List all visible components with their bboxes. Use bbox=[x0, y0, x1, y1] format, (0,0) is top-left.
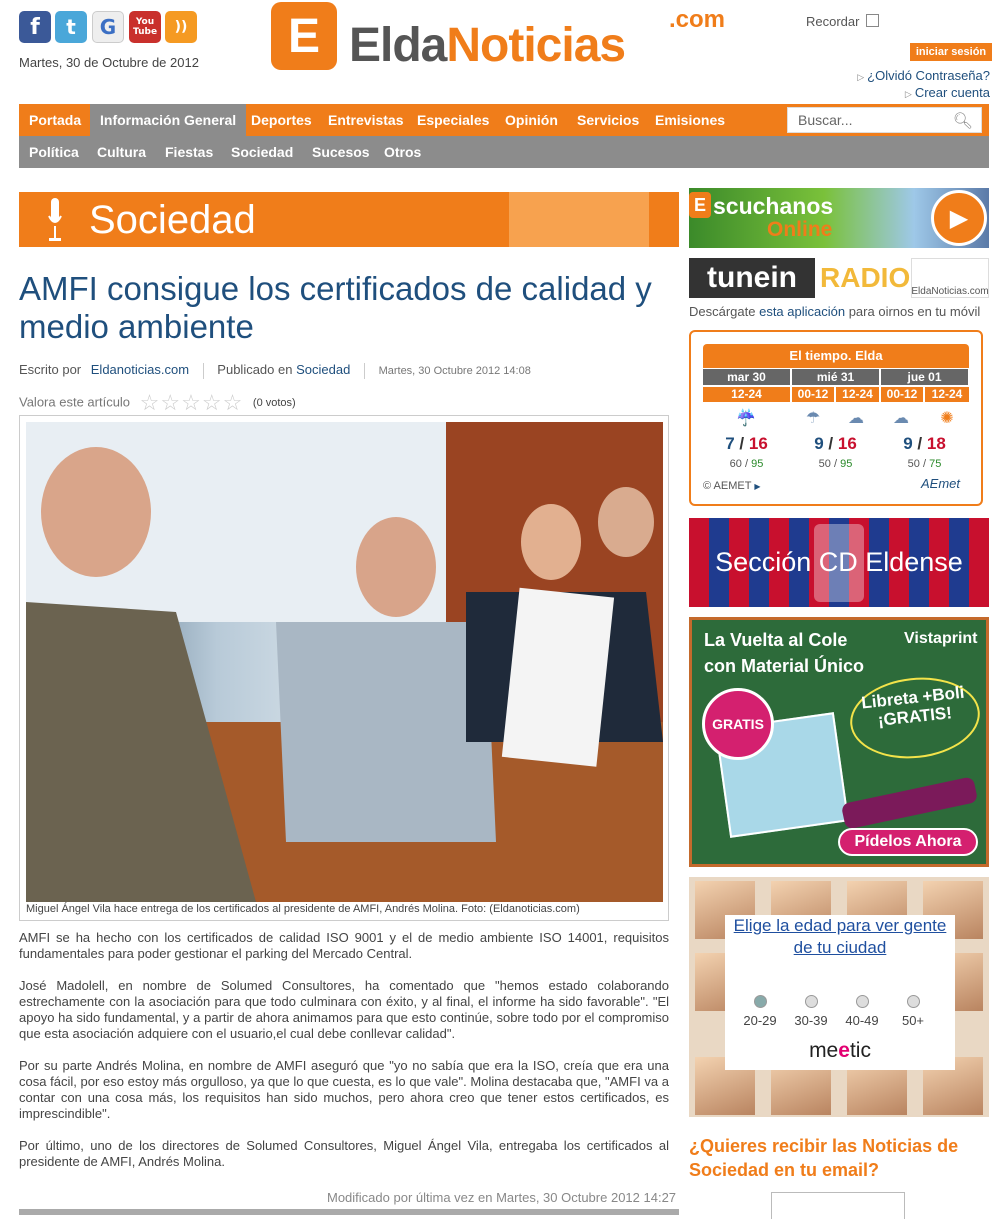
vistaprint-logo: Vistaprint bbox=[904, 630, 978, 647]
author-link[interactable]: Eldanoticias.com bbox=[90, 362, 190, 377]
header-date: Martes, 30 de Octubre de 2012 bbox=[19, 55, 199, 70]
meetic-ad[interactable] bbox=[689, 877, 989, 1117]
tunein-radio: RADIO bbox=[820, 262, 911, 293]
google-icon[interactable]: G bbox=[92, 11, 124, 43]
category-link[interactable]: Sociedad bbox=[296, 362, 351, 377]
youtube-icon[interactable]: You Tube bbox=[129, 11, 161, 43]
book-decoration bbox=[509, 192, 649, 247]
search-input[interactable]: Buscar... 🔍︎ bbox=[787, 107, 982, 133]
nav-entrevistas[interactable]: Entrevistas bbox=[328, 112, 404, 128]
weather-slot: 12-24 bbox=[836, 387, 879, 402]
weather-day: mié 31 bbox=[792, 369, 879, 385]
article-footer-bar bbox=[19, 1209, 679, 1215]
forgot-password-link[interactable]: ▷ ¿Olvidó Contraseña? bbox=[857, 68, 990, 83]
article-paragraph: AMFI se ha hecho con los certificados de calidad ISO 9001 y el de medio ambiente ISO 14001, requisitos fundamentales para poder gestionar el parking del Mercado Central. bbox=[19, 930, 669, 961]
logo-e-icon: E bbox=[689, 192, 711, 218]
photo-image bbox=[26, 422, 663, 902]
aemet-link[interactable]: © AEMET ▶ bbox=[703, 480, 761, 492]
nav-servicios[interactable]: Servicios bbox=[577, 112, 640, 128]
article-meta bbox=[19, 362, 531, 379]
weather-slot: 00-12 bbox=[881, 387, 923, 402]
weather-widget bbox=[689, 330, 983, 506]
gratis-badge: GRATIS bbox=[702, 688, 774, 760]
meetic-logo: meetic bbox=[809, 1039, 871, 1062]
weather-rain: 50 / 95 bbox=[818, 458, 853, 470]
subnav-sucesos[interactable]: Sucesos bbox=[312, 144, 370, 160]
nav-deportes[interactable]: Deportes bbox=[251, 112, 312, 128]
escuchanos-banner[interactable] bbox=[689, 188, 989, 248]
logo-text: EldaNoticias bbox=[349, 19, 626, 72]
newsletter-heading: ¿Quieres recibir las Noticias de Sociedad en tu email? bbox=[689, 1136, 959, 1180]
published-label: Publicado en bbox=[217, 362, 293, 377]
remember-checkbox[interactable] bbox=[866, 14, 879, 27]
eldanoticias-mini-logo: EldaNoticias.com bbox=[911, 258, 989, 298]
escuchanos-title: scuchanos bbox=[713, 193, 834, 219]
rating-stars[interactable]: ☆☆☆☆☆ bbox=[139, 390, 244, 415]
age-radio[interactable] bbox=[805, 995, 818, 1008]
nav-opinion[interactable]: Opinión bbox=[505, 112, 558, 128]
play-icon[interactable]: ▶ bbox=[931, 190, 987, 246]
meetic-form bbox=[725, 915, 955, 1070]
weather-day: mar 30 bbox=[703, 369, 790, 385]
eldense-banner[interactable] bbox=[689, 518, 989, 607]
site-logo[interactable] bbox=[271, 2, 741, 74]
create-account-link[interactable]: ▷ Crear cuenta bbox=[904, 85, 990, 100]
search-icon[interactable]: 🔍︎ bbox=[952, 113, 973, 130]
subnav-cultura[interactable]: Cultura bbox=[97, 144, 146, 160]
author-label: Escrito por bbox=[19, 362, 82, 377]
tunein-banner[interactable] bbox=[689, 258, 989, 298]
age-option: 50+ bbox=[901, 1013, 925, 1028]
logo-e-icon: E bbox=[271, 2, 337, 70]
age-radio[interactable] bbox=[754, 995, 767, 1008]
nav-portada[interactable]: Portada bbox=[29, 112, 82, 128]
age-option: 40-49 bbox=[845, 1013, 879, 1028]
aemet-logo: AEmet bbox=[921, 476, 961, 491]
weather-temp: 9 / 16 bbox=[814, 434, 857, 453]
order-now-button[interactable]: Pídelos Ahora bbox=[838, 828, 978, 856]
nav-especiales[interactable]: Especiales bbox=[417, 112, 490, 128]
app-link[interactable]: esta aplicación bbox=[759, 304, 846, 319]
logo-suffix: .com bbox=[669, 6, 726, 33]
login-button[interactable]: iniciar sesión bbox=[910, 43, 992, 61]
weather-title: El tiempo. Elda bbox=[703, 344, 969, 368]
modified-date: Modificado por última vez en Martes, 30 Octubre 2012 14:27 bbox=[327, 1190, 677, 1205]
article-photo bbox=[19, 415, 669, 921]
pens-image bbox=[841, 776, 978, 829]
age-option: 20-29 bbox=[743, 1013, 777, 1028]
weather-temp: 9 / 18 bbox=[903, 434, 946, 453]
age-radio[interactable] bbox=[856, 995, 869, 1008]
offer-note: Libreta +Boli ¡GRATIS! bbox=[846, 671, 984, 764]
tunein-text: Descárgate esta aplicación para oirnos en tu móvil bbox=[689, 304, 981, 319]
weather-temp: 7 / 16 bbox=[725, 434, 768, 453]
newsletter-email-input[interactable] bbox=[771, 1192, 905, 1219]
rating-row bbox=[19, 390, 296, 416]
weather-slot: 12-24 bbox=[925, 387, 969, 402]
weather-day: jue 01 bbox=[881, 369, 968, 385]
remember-label: Recordar bbox=[806, 14, 860, 29]
subnav-politica[interactable]: Política bbox=[29, 144, 79, 160]
secondary-nav bbox=[19, 136, 989, 168]
rain-icon: ☔ bbox=[736, 410, 756, 427]
section-title: Sociedad bbox=[89, 198, 256, 242]
rss-icon[interactable]: )) bbox=[165, 11, 197, 43]
subnav-sociedad[interactable]: Sociedad bbox=[231, 144, 294, 160]
triangle-icon: ▷ bbox=[904, 89, 912, 99]
vote-count: (0 votos) bbox=[252, 397, 296, 410]
article-datetime: Martes, 30 Octubre 2012 14:08 bbox=[378, 365, 531, 377]
twitter-icon[interactable]: t bbox=[55, 11, 87, 43]
microphone-icon bbox=[47, 198, 63, 242]
article-paragraph: José Madolell, en nombre de Solumed Consultores, ha comentado que "hemos estado colaborando estrechamente con la asociación para que todo culminara con éxito, y al final, el informe ha sido favorable". "El apoyo ha sido fundamental, y a partir de ahora animamos para que esto continúe, sobre todo por el compromiso que esta asociación adquiere con el usuario,el cual debe conllevar calidad". bbox=[19, 978, 669, 1041]
eldense-title: Sección CD Eldense bbox=[715, 547, 963, 577]
weather-rain: 50 / 75 bbox=[907, 458, 942, 470]
vistaprint-ad[interactable] bbox=[689, 617, 989, 867]
triangle-icon: ▷ bbox=[857, 72, 865, 82]
article-paragraph: Por su parte Andrés Molina, en nombre de AMFI aseguró que "yo no sabía que era la ISO, creía que era una cosa fácil, por eso estoy más orgulloso, ya que lo que cuesta, es lo que vale". Molina destacaba que, "AMFI va a contar con una cosa más, los requisitos han sido muchos, pero ahora creo que tener estos certificados, es imprescindible". bbox=[19, 1058, 669, 1121]
subnav-otros[interactable]: Otros bbox=[384, 144, 422, 160]
meta-divider bbox=[203, 363, 204, 379]
meetic-question[interactable]: Elige la edad para ver gente de tu ciudad bbox=[733, 916, 947, 957]
tunein-logo: tunein bbox=[689, 258, 815, 298]
weather-rain: 60 / 95 bbox=[729, 458, 764, 470]
primary-nav bbox=[19, 104, 989, 136]
ad-subtitle: con Material Único bbox=[704, 656, 865, 676]
login-panel bbox=[806, 14, 990, 100]
article-title: AMFI consigue los certificados de calidad y medio ambiente bbox=[19, 270, 652, 345]
age-radio[interactable] bbox=[907, 995, 920, 1008]
weather-slot: 12-24 bbox=[703, 387, 790, 402]
age-option: 30-39 bbox=[794, 1013, 828, 1028]
escuchanos-subtitle: Online bbox=[767, 218, 833, 241]
section-banner bbox=[19, 192, 679, 247]
nav-informacion-general[interactable]: Información General bbox=[90, 104, 246, 136]
meta-divider bbox=[364, 363, 365, 379]
photo-caption: Miguel Ángel Vila hace entrega de los certificados al presidente de AMFI, Andrés Molina. Foto: (Eldanoticias.com) bbox=[26, 903, 580, 915]
subnav-fiestas[interactable]: Fiestas bbox=[165, 144, 214, 160]
cloud-icon: ☁ bbox=[848, 410, 864, 427]
facebook-icon[interactable]: f bbox=[19, 11, 51, 43]
sun-icon: ✺ bbox=[940, 410, 954, 427]
rate-label: Valora este artículo bbox=[19, 394, 131, 410]
cloud-icon: ☁ bbox=[893, 410, 909, 427]
article-paragraph: Por último, uno de los directores de Solumed Consultores, Miguel Ángel Vila, entregaba los certificados al presidente de AMFI, Andrés Molina. bbox=[19, 1138, 669, 1169]
rain-icon: ☂ bbox=[805, 410, 821, 427]
ad-title: La Vuelta al Cole bbox=[704, 630, 848, 650]
weather-slot: 00-12 bbox=[792, 387, 834, 402]
nav-emisiones[interactable]: Emisiones bbox=[655, 112, 726, 128]
